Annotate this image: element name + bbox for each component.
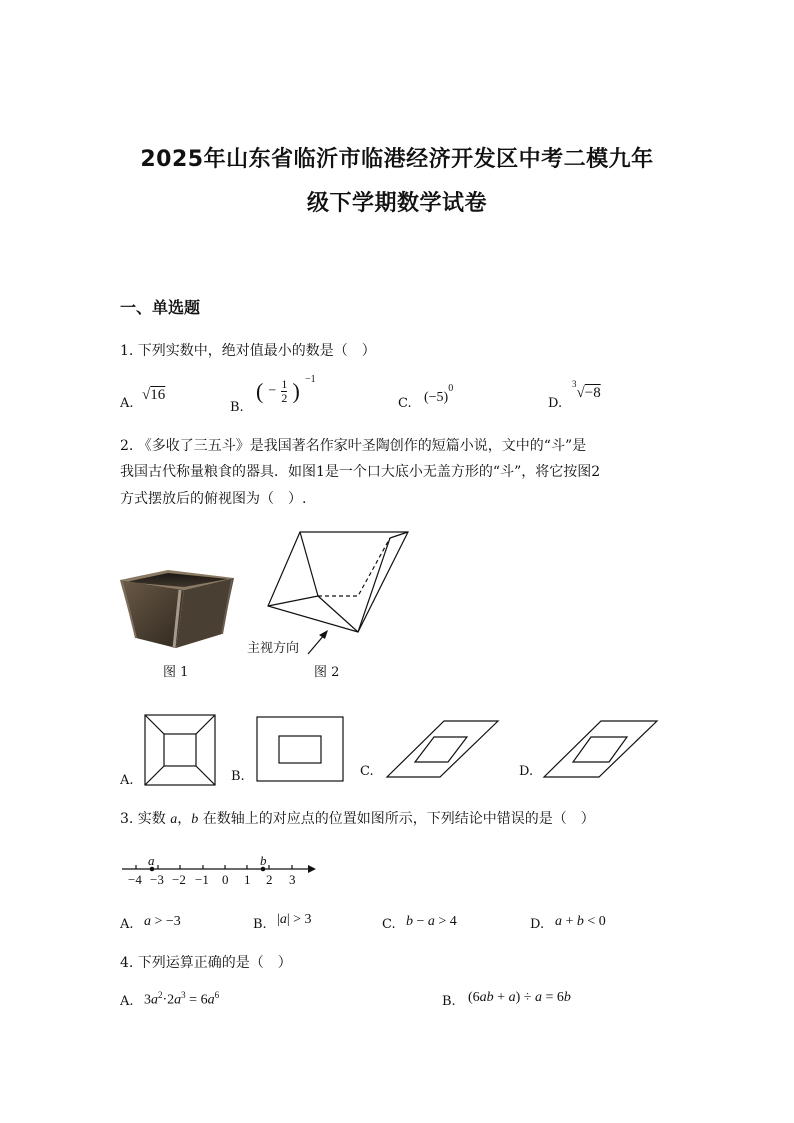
q1-option-d-label: D.	[548, 396, 563, 411]
q2-option-c-label: C.	[360, 764, 374, 779]
tick-label-2: 2	[266, 872, 273, 887]
q3-option-b-math: |a| > 3	[277, 912, 312, 927]
q1-option-a-label: A.	[120, 396, 134, 411]
section-heading: 一、单选题	[120, 298, 201, 317]
tick-label-neg1: −1	[195, 872, 209, 887]
question-3-stem: 3. 实数 a，b 在数轴上的对应点的位置如图所示，下列结论中错误的是（ ）	[120, 811, 595, 827]
question-2-stem-line2: 我国古代称量粮食的器具．如图1是一个口大底小无盖方形的“斗”，将它按图2	[120, 464, 601, 480]
q2-option-b-label: B.	[231, 769, 245, 784]
q3-option-c-label: C.	[382, 917, 396, 932]
q3-option-d-math: a + b < 0	[555, 914, 606, 929]
figure-2-caption: 图 2	[314, 665, 340, 680]
q1-option-b-math: ( − $\frac{1}{2}$ ) $^{-1}$	[256, 373, 316, 405]
q4-option-b-label: B.	[442, 994, 456, 1009]
q4-option-a-math: $3a^2\cdot 2a^3 = 6a^6$	[144, 990, 220, 1008]
point-a-label: a	[148, 853, 155, 868]
tick-label-1: 1	[244, 872, 251, 887]
figure-1-caption: 图 1	[163, 665, 189, 680]
q2-option-a-label: A.	[120, 773, 134, 788]
question-1-stem: 1. 下列实数中，绝对值最小的数是（ ）	[120, 343, 376, 359]
tick-label-3: 3	[289, 872, 296, 887]
q2-option-c-figure	[386, 720, 500, 780]
tick-label-0: 0	[222, 872, 229, 887]
tick-label-neg4: −4	[128, 872, 142, 887]
q1-option-b-label: B.	[230, 400, 244, 415]
q1-option-a-math: √16	[142, 387, 166, 403]
tick-label-neg3: −3	[150, 872, 164, 887]
question-2-stem-line3: 方式摆放后的俯视图为（ ）.	[120, 491, 307, 507]
q3-option-a-label: A.	[120, 917, 134, 932]
q2-option-a-figure	[144, 714, 216, 786]
q4-option-b-math: (6ab + a) ÷ a = 6b	[468, 990, 571, 1005]
q3-option-d-label: D.	[530, 917, 545, 932]
q3-option-a-math: a > −3	[144, 914, 181, 929]
page-title: 2025年山东省临沂市临港经济开发区中考二模九年	[140, 147, 654, 172]
figure-1-dou-photo	[118, 568, 238, 650]
page-title-line2: 级下学期数学试卷	[306, 191, 487, 216]
view-direction-label: 主视方向	[247, 641, 300, 656]
q2-option-d-label: D.	[519, 764, 534, 779]
q3-option-b-label: B.	[253, 917, 267, 932]
q1-option-d-math: $^3$√−8	[572, 378, 601, 401]
question-4-stem: 4. 下列运算正确的是（ ）	[120, 955, 292, 971]
q2-option-d-figure	[543, 720, 659, 780]
q3-option-c-math: b − a > 4	[406, 914, 457, 929]
q1-option-c-label: C.	[398, 396, 412, 411]
q1-option-c-math: $(-5)^0$	[424, 382, 454, 405]
q2-option-b-figure	[256, 716, 346, 784]
q4-option-a-label: A.	[120, 994, 134, 1009]
question-2-stem-line1: 2. 《多收了三五斗》是我国著名作家叶圣陶创作的短篇小说，文中的“斗”是	[120, 438, 587, 454]
point-b-label: b	[260, 853, 267, 868]
tick-label-neg2: −2	[172, 872, 186, 887]
